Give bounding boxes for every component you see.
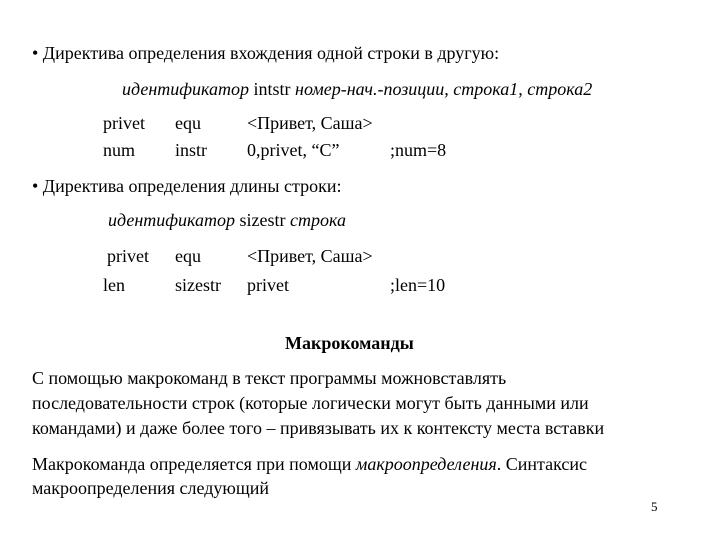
- code-op: equ: [175, 246, 201, 266]
- syntax-params: номер-нач.-позиции, строка1, строка2: [295, 79, 593, 99]
- macro-heading: Макрокоманды: [285, 333, 414, 353]
- paragraph-line: последовательности строк (которые логически могут быть данными или: [32, 393, 589, 413]
- para2-prefix: Макрокоманда определяется при помощи: [32, 454, 356, 474]
- sizestr-syntax-line: [108, 209, 346, 231]
- code-op: instr: [175, 140, 208, 160]
- code-label: privet: [103, 113, 145, 133]
- code-comment: ;num=8: [390, 140, 447, 160]
- code-label: privet: [107, 246, 149, 266]
- code-op: equ: [175, 113, 201, 133]
- syntax-params: строка: [289, 210, 346, 230]
- paragraph-line: [32, 453, 587, 475]
- bullet-intstr-directive: • Директива определения вхождения одной строки в другую:: [32, 43, 500, 63]
- paragraph-line: С помощью макрокоманд в текст программы можновставлять: [32, 368, 507, 388]
- intstr-syntax-line: [122, 78, 592, 100]
- code-arg: <Привет, Саша>: [247, 246, 373, 266]
- bullet-sizestr-directive: • Директива определения длины строки:: [32, 176, 342, 196]
- code-arg: 0,privet, “C”: [247, 140, 340, 160]
- paragraph-line: командами) и даже более того – привязывать их к контексту места вставки: [32, 418, 605, 438]
- syntax-identifier: идентификатор: [108, 210, 235, 230]
- code-label: num: [103, 140, 136, 160]
- paragraph-line: макроопределения следующий: [32, 478, 270, 498]
- syntax-identifier: идентификатор: [122, 79, 249, 99]
- para2-italic-term: макроопределения: [355, 454, 497, 474]
- syntax-keyword: sizestr: [239, 210, 286, 230]
- code-arg: privet: [247, 275, 289, 295]
- para2-suffix: . Синтаксис: [496, 454, 588, 474]
- page-number: 5: [651, 499, 658, 514]
- code-arg: <Привет, Саша>: [247, 113, 373, 133]
- code-op: sizestr: [175, 275, 221, 295]
- syntax-keyword: intstr: [253, 79, 291, 99]
- code-comment: ;len=10: [390, 275, 446, 295]
- code-label: len: [103, 275, 125, 295]
